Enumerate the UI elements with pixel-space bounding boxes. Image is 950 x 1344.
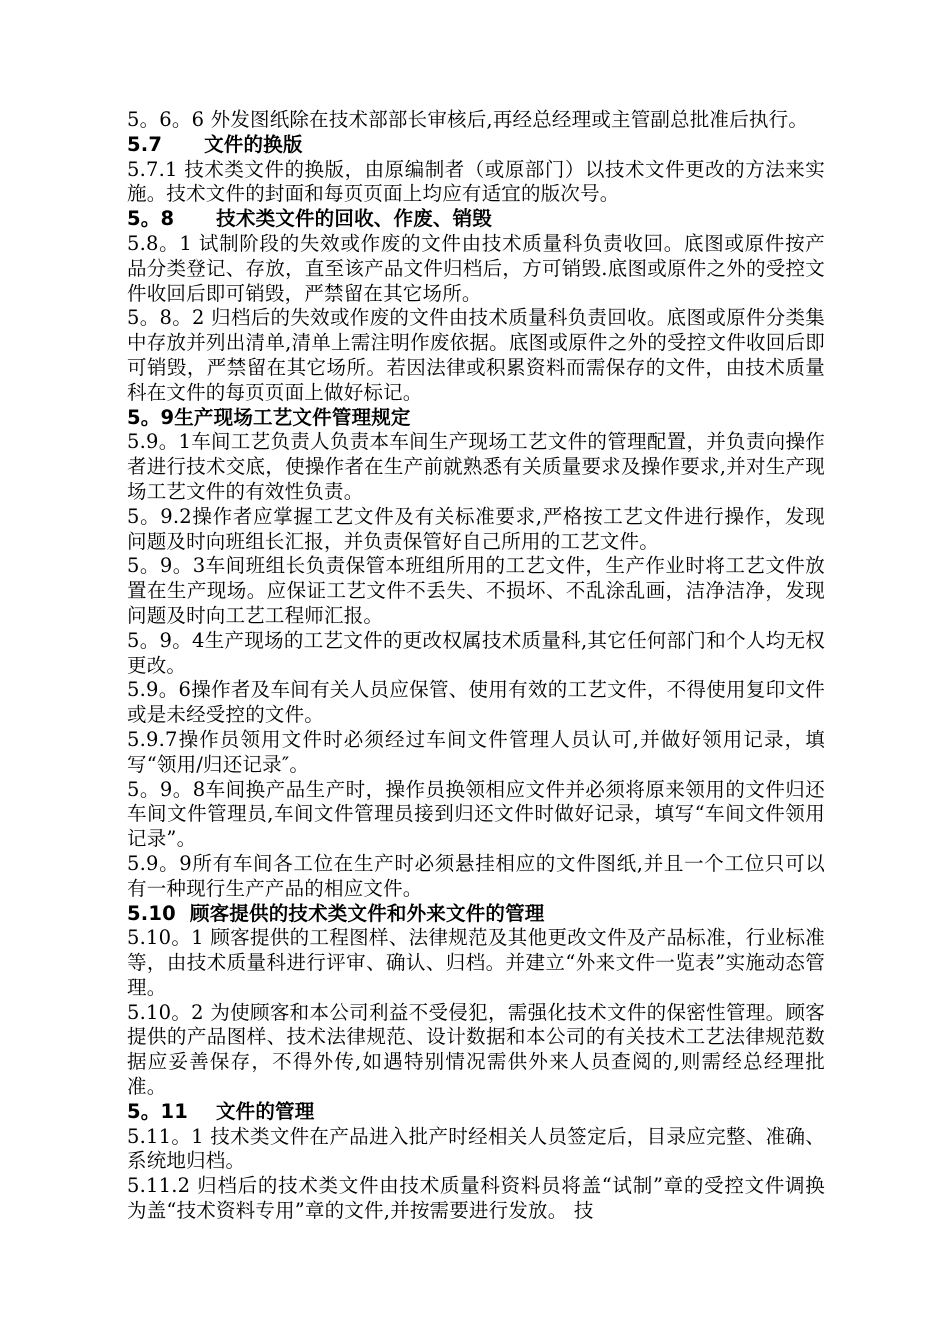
heading-5-11: 5。11 文件的管理 <box>127 1099 315 1123</box>
heading-5-10: 5.10 顾客提供的技术类文件和外来文件的管理 <box>127 901 545 925</box>
paragraph-5-9-8: 5。9。8车间换产品生产时，操作员换领相应文件并必须将原来领用的文件归还车间文件管理员,车间文件管理员接到归还文件时做好记录，填写“车间文件领用记录”。 <box>127 777 825 851</box>
paragraph-5-6-6: 5。6。6 外发图纸除在技术部部长审核后,再经总经理或主管副总批准后执行。 <box>127 108 809 131</box>
paragraph-5-11-2: 5.11.2 归档后的技术类文件由技术质量科资料员将盖“试制”章的受控文件调换为盖“技术资料专用”章的文件,并按需要进行发放。 技 <box>127 1174 825 1223</box>
paragraph-5-8-2: 5。8。2 归档后的失效或作废的文件由技术质量科负责回收。底图或原件分类集中存放并列出清单,清单上需注明作废依据。底图或原件之外的受控文件收回后即可销毁，严禁留在其它场所。若因法律或积累资料而需保存的文件，由技术质量科在文件的每页页面上做好标记。 <box>127 306 825 404</box>
heading-5-8: 5。8 技术类文件的回收、作废、销毁 <box>127 207 492 231</box>
heading-5-9: 5。9生产现场工艺文件管理规定 <box>127 405 411 429</box>
heading-5-7: 5.7 文件的换版 <box>127 132 303 156</box>
paragraph-5-9-1: 5.9。1车间工艺负责人负责本车间生产现场工艺文件的管理配置，并负责向操作者进行技术交底，使操作者在生产前就熟悉有关质量要求及操作要求,并对生产现场工艺文件的有效性负责。 <box>127 430 825 503</box>
paragraph-5-9-2: 5。9.2操作者应掌握工艺文件及有关标准要求,严格按工艺文件进行操作，发现问题及时向班组长汇报，并负责保管好自己所用的工艺文件。 <box>127 504 825 553</box>
paragraph-5-7-1: 5.7.1 技术类文件的换版，由原编制者（或原部门）以技术文件更改的方法来实施。技术文件的封面和每页页面上均应有适宜的版次号。 <box>127 157 825 206</box>
paragraph-5-8-1: 5.8。1 试制阶段的失效或作废的文件由技术质量科负责收回。底图或原件按产品分类登记、存放，直至该产品文件归档后，方可销毁.底图或原件之外的受控文件收回后即可销毁，严禁留在其它场所。 <box>127 231 825 305</box>
paragraph-5-11-1: 5.11。1 技术类文件在产品进入批产时经相关人员签定后，目录应完整、准确、系统地归档。 <box>127 1124 825 1173</box>
paragraph-5-10-2: 5.10。2 为使顾客和本公司利益不受侵犯，需强化技术文件的保密性管理。顾客提供的产品图样、技术法律规范、设计数据和本公司的有关技术工艺法律规范数据应妥善保存，不得外传,如遇特别情况需供外来人员查阅的,则需经总经理批准。 <box>127 1000 825 1099</box>
paragraph-5-9-9: 5.9。9所有车间各工位在生产时必须悬挂相应的文件图纸,并且一个工位只可以有一种现行生产产品的相应文件。 <box>127 851 825 900</box>
document-body <box>127 108 825 1224</box>
paragraph-5-10-1: 5.10。1 顾客提供的工程图样、法律规范及其他更改文件及产品标准，行业标准等，由技术质量科进行评审、确认、归档。并建立“外来文件一览表”实施动态管理。 <box>127 926 825 999</box>
paragraph-5-9-4: 5。9。4生产现场的工艺文件的更改权属技术质量科,其它任何部门和个人均无权更改。 <box>127 628 825 677</box>
paragraph-5-9-6: 5.9。6操作者及车间有关人员应保管、使用有效的工艺文件，不得使用复印文件或是未经受控的文件。 <box>127 678 825 727</box>
paragraph-5-9-7: 5.9.7操作员领用文件时必须经过车间文件管理人员认可,并做好领用记录，填写“领用/归还记录″。 <box>127 727 825 776</box>
paragraph-5-9-3: 5。9。3车间班组长负责保管本班组所用的工艺文件，生产作业时将工艺文件放置在生产现场。应保证工艺文件不丢失、不损坏、不乱涂乱画，洁净洁净，发现问题及时向工艺工程师汇报。 <box>127 554 825 627</box>
